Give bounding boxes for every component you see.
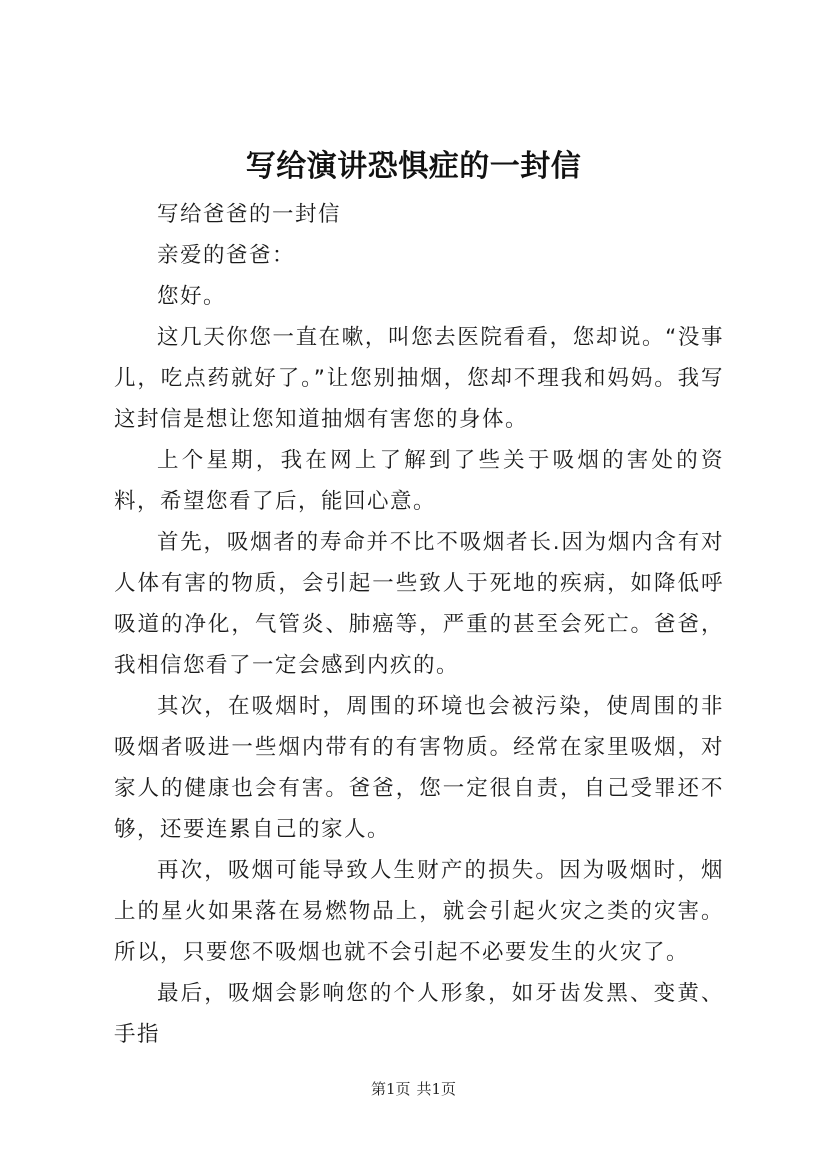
paragraph: 您好。 bbox=[157, 284, 227, 309]
document-body bbox=[114, 194, 724, 1055]
page-footer bbox=[0, 1078, 827, 1099]
paragraph: 最后，吸烟会影响您的个人形象，如牙齿发黑、变黄、手指 bbox=[114, 981, 724, 1047]
paragraph: 其次，在吸烟时，周围的环境也会被污染，使周围的非吸烟者吸进一些烟内带有的有害物质。经常在家里吸烟，对家人的健康也会有害。爸爸，您一定很自责，自己受罪还不够，还要连累自己的家人。 bbox=[114, 694, 724, 842]
document-title: 写给演讲恐惧症的一封信 bbox=[245, 149, 582, 184]
paragraph: 上个星期，我在网上了解到了些关于吸烟的害处的资料，希望您看了后，能回心意。 bbox=[114, 448, 724, 514]
paragraph: 亲爱的爸爸： bbox=[157, 243, 296, 268]
paragraph: 首先，吸烟者的寿命并不比不吸烟者长.因为烟内含有对人体有害的物质，会引起一些致人于死地的疾病，如降低呼吸道的净化，气管炎、肺癌等，严重的甚至会死亡。爸爸，我相信您看了一定会感到内疚的。 bbox=[114, 530, 724, 678]
paragraph: 写给爸爸的一封信 bbox=[157, 202, 342, 227]
page-total: 共1页 bbox=[416, 1080, 457, 1098]
paragraph: 再次，吸烟可能导致人生财产的损失。因为吸烟时，烟上的星火如果落在易燃物品上，就会引起火灾之类的灾害。所以，只要您不吸烟也就不会引起不必要发生的火灾了。 bbox=[114, 858, 724, 965]
page-number: 第1页 bbox=[370, 1080, 411, 1098]
paragraph: 这几天你您一直在嗽，叫您去医院看看，您却说。“没事儿，吃点药就好了。”让您别抽烟，您却不理我和妈妈。我写这封信是想让您知道抽烟有害您的身体。 bbox=[114, 325, 724, 432]
